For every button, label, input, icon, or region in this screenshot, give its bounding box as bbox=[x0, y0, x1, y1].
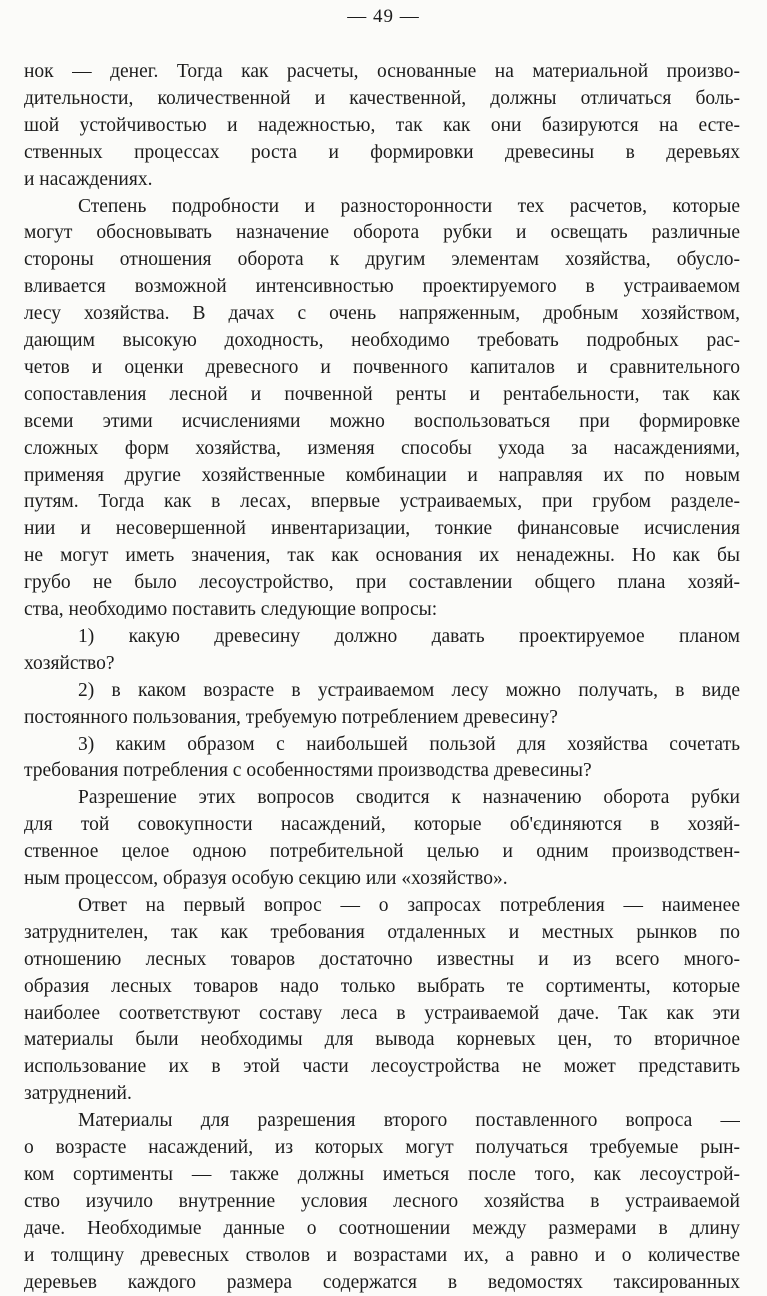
text-line: нок — денег. Тогда как расчеты, основанные на материальной произво- bbox=[24, 61, 740, 82]
text-line: затруднителен, так как требования отдаленных и местных рынков по bbox=[24, 921, 740, 943]
text-line: шой устойчивостью и надежностью, так как они базируются на есте- bbox=[24, 114, 740, 136]
text-line: сложных форм хозяйства, изменяя способы ухода за насаждениями, bbox=[24, 437, 740, 459]
text-line: требования потребления с особенностями производства древесины? bbox=[24, 760, 592, 782]
text-line: не могут иметь значения, так как основания их ненадежны. Но как бы bbox=[24, 545, 740, 567]
text-line: сопоставления лесной и почвенной ренты и рентабельности, так как bbox=[24, 383, 740, 405]
text-line: Разрешение этих вопросов сводится к назначению оборота рубки bbox=[78, 787, 740, 809]
text-line: нии и несовершенной инвентаризации, тонкие финансовые исчисления bbox=[24, 518, 740, 540]
text-line: и насаждениях. bbox=[24, 168, 153, 190]
text-line: о возрасте насаждений, из которых могут получаться требуемые рын- bbox=[24, 1137, 740, 1158]
text-line: затруднений. bbox=[24, 1083, 132, 1105]
text-line: хозяйство? bbox=[24, 652, 115, 674]
text-line: наиболее соответствуют составу леса в устраиваемой даче. Так как эти bbox=[24, 1002, 740, 1024]
text-line: Ответ на первый вопрос — о запросах потребления — наименее bbox=[78, 894, 740, 916]
text-line: материалы были необходимы для вывода корневых цен, то вторичное bbox=[24, 1029, 740, 1051]
text-line: вливается возможной интенсивностью проектируемого в устраиваемом bbox=[24, 276, 740, 298]
text-line: отношению лесных товаров достаточно известны и из всего много- bbox=[24, 948, 740, 970]
text-line: Степень подробности и разносторонности тех расчетов, которые bbox=[78, 195, 740, 217]
text-line: грубо не было лесоустройство, при составлении общего плана хозяй- bbox=[24, 572, 740, 594]
text-line: четов и оценки древесного и почвенного капиталов и сравнительного bbox=[24, 356, 740, 378]
text-line: использование их в этой части лесоустройства не может представить bbox=[24, 1056, 740, 1078]
text-line: ным процессом, образуя особую секцию или «хозяйство». bbox=[24, 868, 508, 889]
text-line: дающим высокую доходность, необходимо требовать подробных рас- bbox=[24, 330, 740, 351]
text-line: применяя другие хозяйственные комбинации и направляя их по новым bbox=[24, 464, 740, 486]
text-line: ственное целое одною потребительной целью и одним производствен- bbox=[24, 841, 740, 863]
text-line: ства, необходимо поставить следующие вопросы: bbox=[24, 599, 438, 620]
text-line: деревьев каждого размера содержатся в ведомостях таксированных bbox=[24, 1271, 740, 1293]
text-line: 2) в каком возрасте в устраиваемом лесу можно получать, в виде bbox=[78, 679, 740, 701]
text-line: постоянного пользования, требуемую потреблением древесину? bbox=[24, 706, 558, 728]
text-line: для той совокупности насаждений, которые об'єдиняются в хозяй- bbox=[24, 814, 740, 836]
text-line: Материалы для разрешения второго поставленного вопроса — bbox=[78, 1110, 740, 1132]
text-line: всеми этими исчислениями можно воспользоваться при формировке bbox=[24, 410, 740, 432]
text-line: образия лесных товаров надо только выбрать те сортименты, которые bbox=[24, 975, 740, 997]
page-number: — 49 — bbox=[347, 6, 420, 27]
text-line: ственных процессах роста и формировки древесины в деревьях bbox=[24, 141, 740, 163]
text-line: 1) какую древесину должно давать проектируемое планом bbox=[78, 625, 740, 647]
text-line: 3) каким образом с наибольшей пользой для хозяйства сочетать bbox=[78, 733, 740, 755]
text-line: ком сортименты — также должны иметься после того, как лесоустрой- bbox=[24, 1163, 740, 1185]
text-line: дительности, количественной и качественной, должны отличаться боль- bbox=[24, 87, 740, 109]
text-line: стороны отношения оборота к другим элементам хозяйства, обусло- bbox=[24, 249, 740, 271]
text-line: ство изучило внутренние условия лесного хозяйства в устраиваемой bbox=[24, 1190, 740, 1212]
text-line: могут обосновывать назначение оборота рубки и освещать различные bbox=[24, 222, 740, 244]
text-line: и толщину древесных стволов и возрастами их, а равно и о количестве bbox=[24, 1244, 740, 1266]
text-line: путям. Тогда как в лесах, впервые устраиваемых, при грубом разделе- bbox=[24, 491, 740, 513]
text-line: лесу хозяйства. В дачах с очень напряженным, дробным хозяйством, bbox=[24, 303, 740, 325]
text-line: даче. Необходимые данные о соотношении между размерами в длину bbox=[24, 1217, 740, 1239]
